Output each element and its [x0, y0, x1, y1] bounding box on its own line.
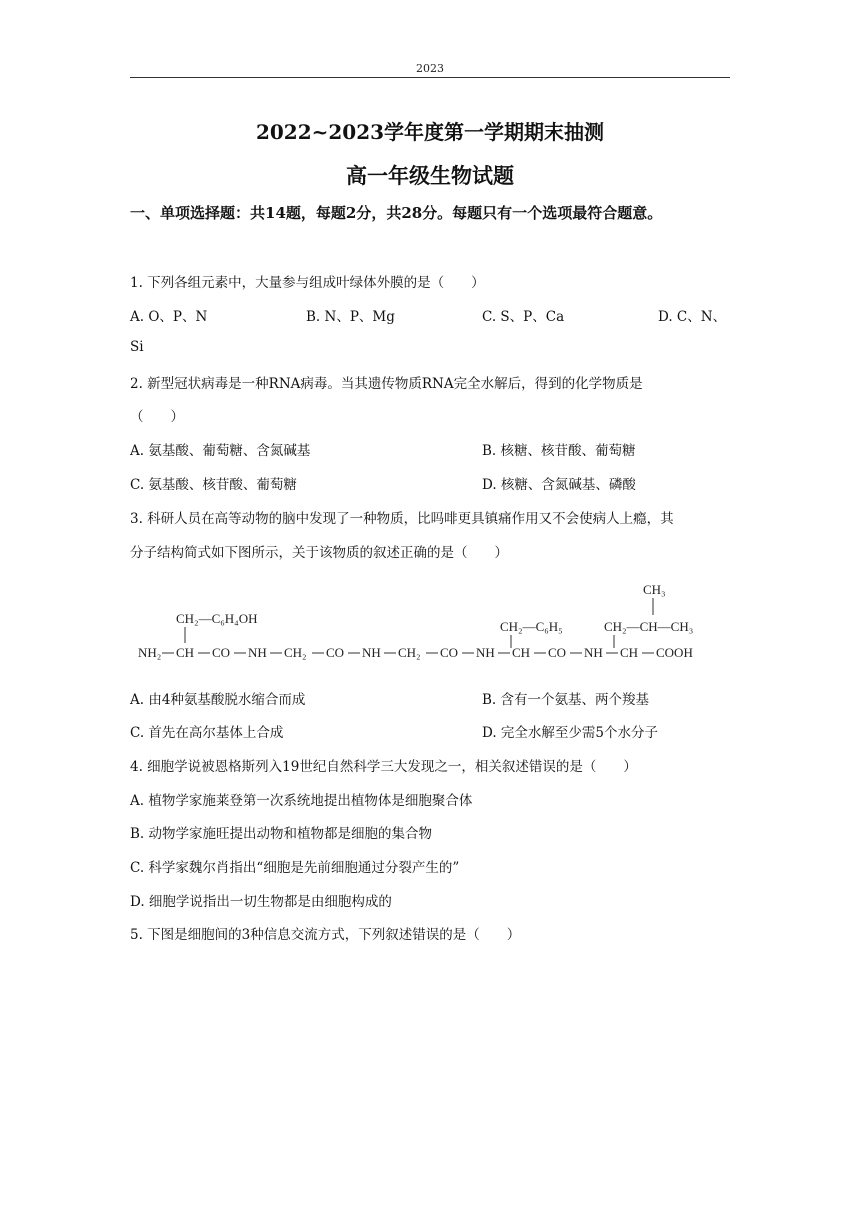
q4-option-d: D. 细胞学说指出一切生物都是由细胞构成的 — [130, 894, 392, 910]
chain-atom: CO — [440, 645, 459, 660]
side-chain-2: CH₂—C₆H₅ — [500, 619, 563, 634]
q2-option-d: D. 核糖、含氮碱基、磷酸 — [482, 477, 636, 493]
q4-option-c: C. 科学家魏尔肖指出“细胞是先前细胞通过分裂产生的” — [130, 860, 460, 876]
q4-option-a: A. 植物学家施莱登第一次系统地提出植物体是细胞聚合体 — [130, 793, 473, 809]
q3-stem: 3. 科研人员在高等动物的脑中发现了一种物质，比吗啡更具镇痛作用又不会使病人上瘾，其 — [130, 511, 674, 527]
chain-atom: NH₂ — [138, 645, 162, 660]
chain-atom: NH — [476, 645, 495, 660]
q3-option-a: A. 由4种氨基酸脱水缩合而成 — [130, 692, 306, 708]
exam-subtitle: 高一年级生物试题 — [346, 163, 514, 188]
chain-atom: CH₂ — [398, 645, 421, 660]
q1-option-d-cont: Si — [130, 339, 144, 355]
q3-stem-cont: 分子结构简式如下图所示，关于该物质的叙述正确的是（ ） — [130, 545, 508, 561]
chain-atom: CO — [326, 645, 345, 660]
chain-atom: NH — [248, 645, 267, 660]
q3-option-b: B. 含有一个氨基、两个羧基 — [482, 692, 650, 708]
q3-option-c: C. 首先在高尔基体上合成 — [130, 725, 284, 741]
q3-option-d: D. 完全水解至少需5个水分子 — [482, 725, 659, 741]
section-heading: 一、单项选择题：共14题，每题2分，共28分。每题只有一个选项最符合题意。 — [130, 204, 663, 222]
exam-title: 2022~2023学年度第一学期期末抽测 — [255, 120, 605, 144]
q1-stem: 1. 下列各组元素中，大量参与组成叶绿体外膜的是（ ） — [130, 275, 485, 291]
q2-stem: 2. 新型冠状病毒是一种RNA病毒。当其遗传物质RNA完全水解后，得到的化学物质是 — [130, 376, 643, 392]
side-chain-3-methyl: CH₃ — [643, 582, 666, 597]
chain-atom: CO — [548, 645, 567, 660]
chain-atom: CH — [512, 645, 531, 660]
q2-stem-cont: （ ） — [130, 409, 184, 425]
q4-stem: 4. 细胞学说被恩格斯列入19世纪自然科学三大发现之一，相关叙述错误的是（ ） — [130, 759, 637, 775]
q4-option-b: B. 动物学家施旺提出动物和植物都是细胞的集合物 — [130, 826, 433, 842]
main-chain — [138, 645, 693, 660]
chain-atom: CH — [176, 645, 195, 660]
chain-atom: CO — [212, 645, 231, 660]
q2-option-a: A. 氨基酸、葡萄糖、含氮碱基 — [130, 443, 311, 459]
chain-atom: NH — [584, 645, 603, 660]
q2-option-b: B. 核糖、核苷酸、葡萄糖 — [482, 443, 636, 459]
q1-option-c: C. S、P、Ca — [482, 309, 565, 325]
peptide-structure-diagram — [136, 578, 736, 668]
q2-option-c: C. 氨基酸、核苷酸、葡萄糖 — [130, 477, 297, 493]
q1-option-d: D. C、N、 — [658, 309, 727, 325]
side-chain-3: CH₂—CH—CH₃ — [604, 619, 694, 634]
chain-atom: NH — [362, 645, 381, 660]
page-header-year: 2023 — [416, 62, 444, 75]
side-chain-1: CH₂—C₆H₄OH — [176, 611, 258, 626]
chain-atom: CH — [620, 645, 639, 660]
q5-stem: 5. 下图是细胞间的3种信息交流方式，下列叙述错误的是（ ） — [130, 927, 521, 943]
q1-option-a: A. O、P、N — [130, 309, 208, 325]
chain-atom: COOH — [656, 645, 693, 660]
chain-atom: CH₂ — [284, 645, 307, 660]
header-divider — [130, 77, 730, 78]
q1-option-b: B. N、P、Mg — [306, 309, 395, 325]
